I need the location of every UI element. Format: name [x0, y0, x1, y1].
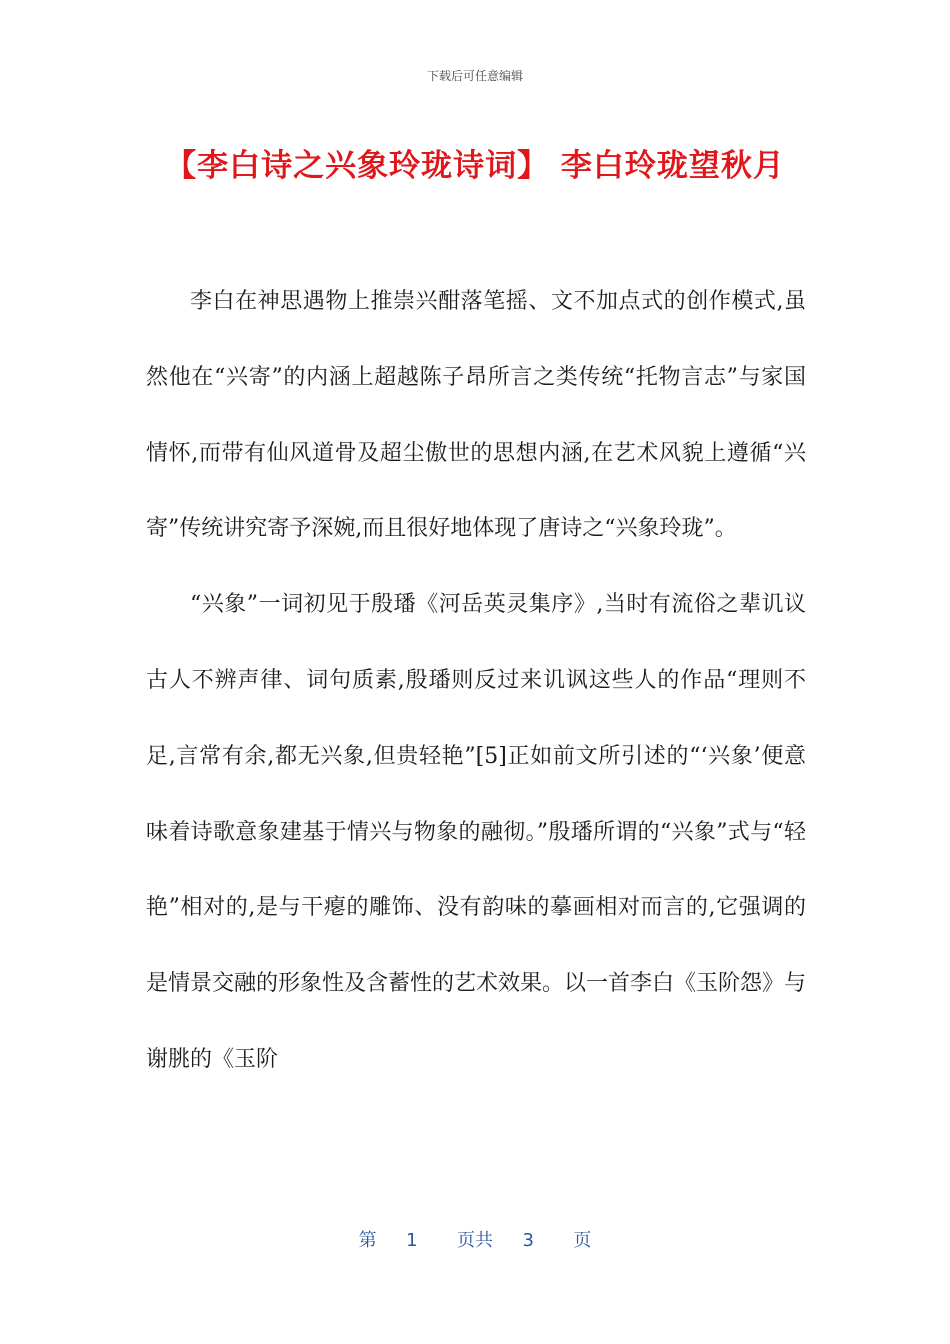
document-title: 【李白诗之兴象玲珑诗词】 李白玲珑望秋月 — [165, 148, 785, 184]
paragraph-1: 李白在神思遇物上推崇兴酣落笔摇、文不加点式的创作模式,虽然他在“兴寄”的内涵上超越陈子昂所言之类传统“托物言志”与家国情怀,而带有仙风道骨及超尘傲世的思想内涵,在艺术风貌上遵循“兴寄”传统讲究寄予深婉,而且很好地体现了唐诗之“兴象玲珑”。 — [146, 289, 806, 542]
footer-page-number: 1 — [406, 1230, 418, 1251]
paragraph-2: “兴象”一词初见于殷璠《河岳英灵集序》,当时有流俗之辈讥议古人不辨声律、词句质素,殷璠则反过来讥讽这些人的作品“理则不足,言常有余,都无兴象,但贵轻艳”[5]正如前文所引述的“‘兴象’便意味着诗歌意象建基于情兴与物象的融彻。”殷璠所谓的“兴象”式与“轻艳”相对的,是与干瘪的雕饰、没有韵味的摹画相对而言的,它强调的是情景交融的形象性及含蓄性的艺术效果。以一首李白《玉阶怨》与谢朓的《玉阶 — [146, 592, 807, 1072]
document-body — [146, 264, 806, 1098]
footer-total-pages: 3 — [522, 1230, 534, 1251]
page-footer — [0, 1226, 950, 1252]
footer-prefix: 第 — [358, 1230, 377, 1251]
footer-middle: 页共 — [457, 1230, 493, 1251]
header-note: 下载后可任意编辑 — [426, 69, 523, 83]
footer-suffix: 页 — [573, 1230, 592, 1251]
